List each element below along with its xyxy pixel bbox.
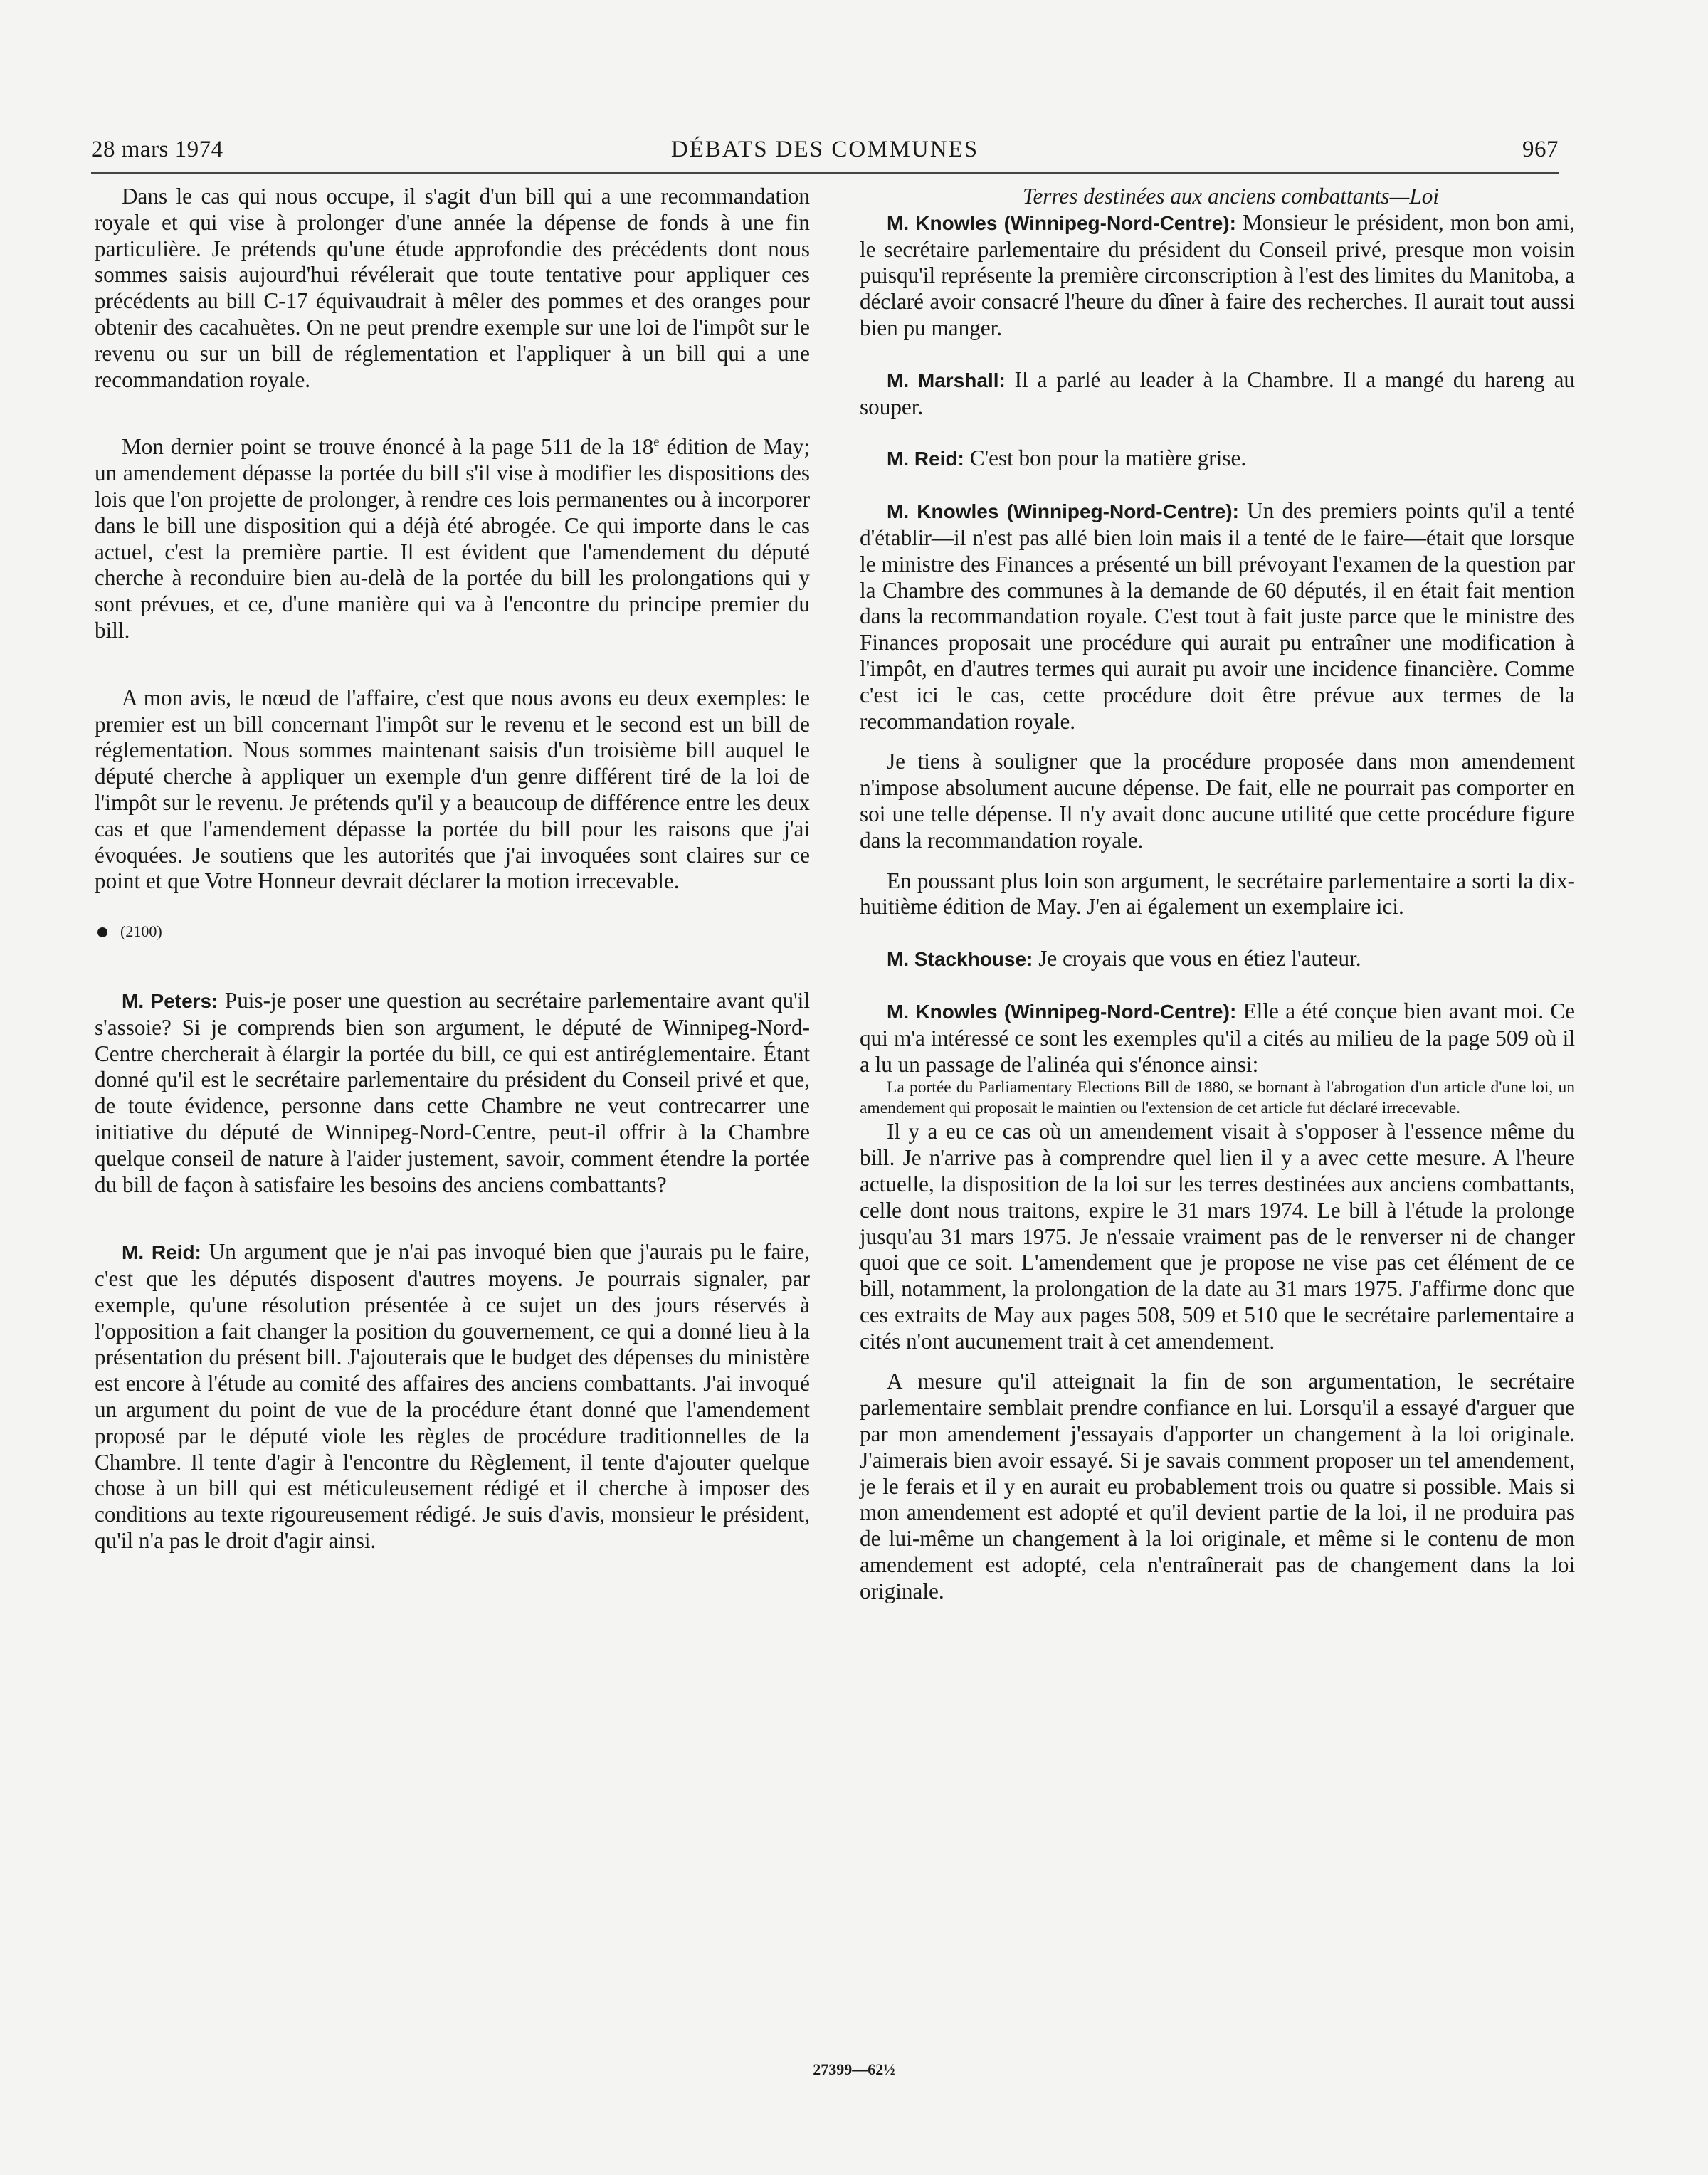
speech-paragraph: M. Peters: Puis-je poser une question au secrétaire parlementaire avant qu'il s'assoie? Si je comprends bien son argument, le député de Winnipeg-Nord-Centre chercherait à élargir la portée du bill, ce qui est antiréglementaire. Étant donné qu'il est le secrétaire parlementaire du président du Conseil privé et que, de toute évidence, personne dans cette Chambre ne veut contrecarrer une initiative du député de Winnipeg-Nord-Centre, peut-il offrir à la Chambre quelque conseil de nature à l'aider justement, savoir, comment étendre la portée du bill de façon à satisfaire les besoins des anciens combattants? (95, 987, 810, 1197)
speech-paragraph: M. Knowles (Winnipeg-Nord-Centre): Elle a été conçue bien avant moi. Ce qui m'a intéressé ce sont les exemples qu'il a cités au milieu de la page 509 où il a lu un passage de l'alinéa qui s'énonce ainsi: (860, 998, 1575, 1077)
header-title: DÉBATS DES COMMUNES (670, 137, 979, 162)
bullet-icon (97, 927, 107, 937)
speaker-name: M. Stackhouse: (887, 948, 1033, 971)
time-marker (95, 919, 810, 945)
paragraph: Je tiens à souligner que la procédure proposée dans mon amendement n'impose absolument aucune dépense. De fait, elle ne pourrait pas comporter en soi une telle dépense. Il n'y avait donc aucune utilité que cette procédure figure dans la recommandation royale. (860, 749, 1575, 853)
speaker-name: M. Knowles (Winnipeg-Nord-Centre): (887, 1000, 1237, 1023)
paragraph: Il y a eu ce cas où un amendement visait à s'opposer à l'essence même du bill. Je n'arrive pas à comprendre quel lien il y a avec cette mesure. A l'heure actuelle, la disposition de la loi sur les terres destinées aux anciens combattants, celle dont nous traitons, expire le 31 mars 1974. Le bill à l'étude la prolonge jusqu'au 31 mars 1975. Je n'essaie vraiment pas de le renverser ni de changer quoi que ce soit. L'amendement que je propose ne vise pas cet élément de ce bill, notamment, la prolongation de la date au 31 mars 1975. J'affirme donc que ces extraits de May aux pages 508, 509 et 510 que le secrétaire parlementaire a cités n'ont aucunement trait à cet amendement. (860, 1119, 1575, 1354)
speaker-name: M. Peters: (122, 989, 218, 1012)
paragraph: A mon avis, le nœud de l'affaire, c'est que nous avons eu deux exemples: le premier est un bill concernant l'impôt sur le revenu et le second est un bill de réglementation. Nous sommes maintenant saisis d'un troisième bill auquel le député cherche à appliquer un exemple d'un genre différent tiré de la loi de l'impôt sur le revenu. Je prétends qu'il y a beaucoup de différence entre les deux cas et que l'amendement dépasse la portée du bill pour les raisons que j'ai évoquées. Je soutiens que les autorités que j'ai invoquées sont claires sur ce point et que Votre Honneur devrait déclarer la motion irrecevable. (95, 685, 810, 894)
speech-paragraph: M. Reid: C'est bon pour la matière grise. (887, 446, 1247, 471)
speech-paragraph: M. Marshall: Il a parlé au leader à la Chambre. Il a mangé du hareng au souper. (860, 367, 1575, 419)
page-header (91, 137, 1559, 174)
speech-paragraph: M. Reid: Un argument que je n'ai pas invoqué bien que j'aurais pu le faire, c'est que les députés disposent d'autres moyens. Je pourrais signaler, par exemple, qu'une résolution présentée à ce sujet un des jours réservés à l'opposition a fait changer la position du gouvernement, ce qui a donné lieu à la présentation du présent bill. J'ajouterais que le budget des dépenses du ministère est encore à l'étude au comité des affaires des anciens combattants. J'ai invoqué un argument du point de vue de la procédure étant donné que l'amendement proposé par le député viole les règles de procédure traditionnelles de la Chambre. Il tente d'agir à l'encontre du Règlement, il tente d'ajouter quelque chose à un bill qui est méticuleusement rédigé et il cherche à imposer des conditions au texte rigoureusement rédigé. Je suis d'avis, monsieur le président, qu'il n'a pas le droit d'agir ainsi. (95, 1239, 810, 1554)
block-quote: La portée du Parliamentary Elections Bill de 1880, se bornant à l'abrogation d'un article d'une loi, un amendement qui proposait le maintien ou l'extension de cet article fut déclaré irrecevable. (860, 1078, 1575, 1118)
paragraph: A mesure qu'il atteignait la fin de son argumentation, le secrétaire parlementaire semblait prendre confiance en lui. Lorsqu'il a essayé d'arguer que par mon amendement j'essayais d'apporter un changement à la loi originale. J'aimerais bien avoir essayé. Si je savais comment proposer un tel amendement, je le ferais et il y en aurait eu probablement trois ou quatre si possible. Mais si mon amendement est adopté et qu'il devient partie de la loi, il ne produira pas de lui-même un changement à la loi originale, et même si le contenu de mon amendement est adopté, cela n'entraînerait pas de changement dans la loi originale. (860, 1369, 1575, 1603)
header-page-number: 967 (1522, 137, 1559, 162)
paragraph: En poussant plus loin son argument, le secrétaire parlementaire a sorti la dix-huitième édition de May. J'en ai également un exemplaire ici. (860, 868, 1575, 920)
footer-code: 27399—62½ (813, 2060, 895, 2078)
paragraph: Mon dernier point se trouve énoncé à la page 511 de la 18e édition de May; un amendement dépasse la portée du bill s'il vise à modifier les dispositions des lois que l'on projette de prolonger, à rendre ces lois permanentes ou à incorporer dans le bill une disposition qui a déjà été abrogée. Ce qui importe dans le cas actuel, c'est la première partie. Il est évident que l'amendement du député cherche à reconduire bien au-delà de la portée du bill les prolongations qui y sont prévues, et ce, d'une manière qui va à l'encontre du principe premier du bill. (95, 434, 810, 643)
speaker-name: M. Knowles (Winnipeg-Nord-Centre): (887, 500, 1239, 523)
speech-paragraph: M. Knowles (Winnipeg-Nord-Centre): Un des premiers points qu'il a tenté d'établir—il n'est pas allé bien loin mais il a tenté de le faire—était que lorsque le ministre des Finances a présenté un bill prévoyant l'examen de la question par la Chambre des communes à la demande de 60 députés, il en était fait mention dans la recommandation royale. C'est tout à fait juste parce que le ministre des Finances proposait une procédure qui aurait pu entraîner une modification à l'impôt, en d'autres termes qui aurait pu avoir une incidence financière. Comme c'est ici le cas, cette procédure doit être prévue aux termes de la recommandation royale. (860, 498, 1576, 734)
speech-paragraph: M. Knowles (Winnipeg-Nord-Centre): Monsieur le président, mon bon ami, le secrétaire parlementaire du président du Conseil privé, presque mon voisin puisqu'il représente la première circonscription à l'est des limites du Manitoba, a déclaré avoir consacré l'heure du dîner à faire des recherches. Il aurait tout aussi bien pu manger. (860, 209, 1575, 340)
paragraph: Dans le cas qui nous occupe, il s'agit d'un bill qui a une recommandation royale et qui vise à prolonger d'une année la dépense de fonds à une fin particulière. Je prétends qu'une étude approfondie des précédents dont nous sommes saisis aujourd'hui révélerait que toute tentative pour appliquer ces précédents au bill C-17 équivaudrait à mêler des pommes et des oranges pour obtenir des cacahuètes. On ne peut prendre exemple sur une loi de l'impôt sur le revenu ou sur un bill de réglementation et l'appliquer à un bill qui a une recommandation royale. (95, 184, 810, 392)
time-marker-label: (2100) (120, 922, 162, 941)
speaker-name: M. Marshall: (887, 369, 1006, 391)
speech-paragraph: M. Stackhouse: Je croyais que vous en étiez l'auteur. (887, 946, 1361, 971)
running-title: Terres destinées aux anciens combattants—Loi (1022, 184, 1440, 209)
speaker-name: M. Reid: (887, 448, 964, 470)
header-date: 28 mars 1974 (91, 137, 223, 162)
left-column (95, 184, 810, 1554)
speaker-name: M. Reid: (122, 1241, 201, 1264)
speaker-name: M. Knowles (Winnipeg-Nord-Centre): (887, 211, 1236, 234)
right-column (860, 184, 1575, 1605)
